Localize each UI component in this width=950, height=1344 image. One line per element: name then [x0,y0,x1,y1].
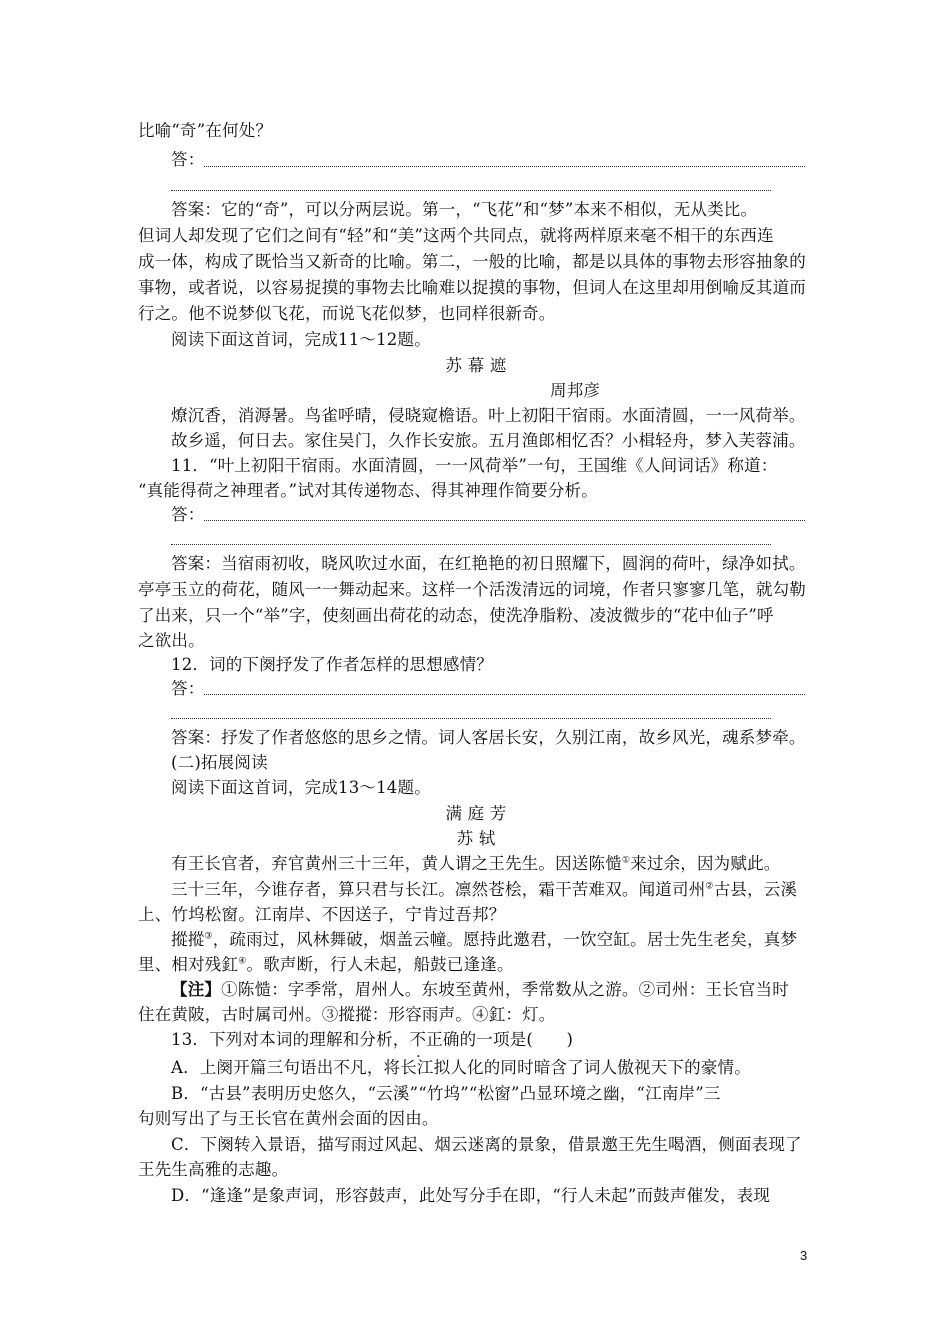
q11-answer-line: 答案：当宿雨初收，晓风吹过水面，在红艳艳的初日照耀下，圆润的荷叶，绿净如拭。 [171,554,806,573]
question-text: 13．下列对本词的理解和分析， [171,1030,410,1049]
question-11: 11．“叶上初阳干宿雨。水面清圆，一一风荷举”一句，王国维《人间词话》称道： [171,456,778,475]
reading-intro: 阅读下面这首词，完成11～12题。 [171,330,431,349]
answer-label: 答： [171,505,205,524]
poem-text: 古县，云溪 [713,880,798,899]
q10-answer-line: 事物，或者说，以容易捉摸的事物去比喻难以捉摸的事物，但词人在这里却用倒喻反其道而 [138,278,806,297]
poem-line [138,952,814,978]
q10-answer-line: 成一体，构成了既恰当又新奇的比喻。第二，一般的比喻，都是以具体的事物去形容抽象的 [138,252,806,271]
preface-text: 来过余，因为赋此。 [630,854,781,873]
q11-answer-line: 之欲出。 [138,631,205,650]
answer-label: 答： [171,679,205,698]
poem-line [171,877,814,903]
question-13 [171,1027,814,1053]
q11-answer-line: 了出来，只一个“举”字，使刻画出荷花的动态，使洗净脂粉、凌波微步的“花中仙子”呼 [138,606,774,625]
option-b-cont: 句则写出了与王长官在黄州会面的因由。 [138,1109,439,1128]
poem-text: ，疏雨过，风林舞破，烟盖云幢。愿持此邀君，一饮空缸。居士先生老矣，真梦 [212,930,798,949]
answer-line-q11 [171,502,814,528]
footnote-mark: ① [621,855,631,866]
poem-line: 上、竹坞松窗。江南岸、不因送子，宁肯过吾邦？ [138,905,506,924]
note-cont: 住在黄陂，古时属司州。③摐摐：形容雨声。④釭：灯。 [138,1005,556,1024]
poem-text: 。歌声断，行人未起，船鼓已逢逢。 [246,955,514,974]
preface-text: 有王长官者，弃官黄州三十三年，黄人谓之王先生。因送陈慥 [171,854,622,873]
answer-blank-line [171,718,771,719]
q10-answer-line: 但词人却发现了它们之间有“轻”和“美”这两个共同点，就将两样原来毫不相干的东西连 [138,226,774,245]
note-text: ①陈慥：字季常，眉州人。东坡至黄州，季常数从之游。②司州：王长官当时 [221,980,789,999]
section-heading: (二)拓展阅读 [171,753,268,772]
answer-blank-line [204,520,805,521]
option-b: B．“古县”表明历史悠久，“云溪”“竹坞”“松窗”凸显环境之幽，“江南岸”三 [171,1084,721,1103]
q10-answer-line: 行之。他不说梦似飞花，而说飞花似梦，也同样很新奇。 [138,304,556,323]
poem-line: 燎沉香，消溽暑。鸟雀呼晴，侵晓窥檐语。叶上初阳干宿雨。水面清圆，一一风荷举。 [171,406,806,425]
note-label: 【注】 [171,980,222,999]
answer-blank-line [171,544,771,545]
q11-answer-line: 亭亭玉立的荷花，随风一一舞动起来。这样一个活泼清远的词境，作者只寥寥几笔，就勾勒 [138,580,806,599]
poem-preface [171,851,814,877]
answer-blank-line [204,166,805,167]
q10-tail: 比喻“奇”在何处？ [138,121,273,140]
footnote-mark: ③ [204,931,213,942]
option-a: A．上阕开篇三句语出不凡，将长江拟人化的同时暗含了词人傲视天下的豪情。 [171,1058,751,1077]
question-text: 正确的一项是( ) [426,1030,574,1049]
poem-author: 周邦彦 [550,381,601,400]
option-c: C．下阕转入景语，描写雨过风起、烟云迷离的景象，借景邀王先生喝酒，侧面表现了 [171,1135,802,1154]
poem-text: 三十三年，今谁存者，算只君与长江。凛然苍桧，霜干苦难双。闻道司州 [171,880,706,899]
option-d: D．“逢逢”是象声词，形容鼓声，此处写分手在即，“行人未起”而鼓声催发，表现 [171,1186,771,1205]
poem-line: 故乡遥，何日去。家住吴门，久作长安旅。五月渔郎相忆否？小楫轻舟，梦入芙蓉浦。 [171,431,806,450]
footnote-mark: ④ [238,956,247,967]
poem-title: 满 庭 芳 [445,804,507,823]
poem-line [171,927,814,953]
q12-answer: 答案：抒发了作者悠悠的思乡之情。词人客居长安，久别江南，故乡风光，魂系梦牵。 [171,728,806,747]
q10-answer-line: 答案：它的“奇”，可以分两层说。第一，“飞花”和“梦”本来不相似，无从类比。 [171,200,758,219]
poem-text: 里、相对残釭 [138,955,239,974]
answer-blank-line [204,694,805,695]
emphasis-dot-char: 不 [409,1030,427,1049]
poem-title: 苏 幕 遮 [445,356,507,375]
answer-label: 答： [171,150,205,169]
page-number: 3 [800,1248,808,1263]
answer-line-q10 [171,147,814,173]
poem-author: 苏 轼 [456,829,496,848]
question-12: 12．词的下阕抒发了作者怎样的思想感情？ [171,655,493,674]
question-11-cont: “真能得荷之神理者。”试对其传递物态、得其神理作简要分析。 [138,481,598,500]
option-c-cont: 王先生高雅的志趣。 [138,1160,289,1179]
reading-intro: 阅读下面这首词，完成13～14题。 [171,778,431,797]
footnote-mark: ② [705,881,714,892]
note [171,977,814,1003]
answer-blank-line [171,190,771,191]
answer-line-q12 [171,676,814,702]
poem-text: 摐摐 [171,930,205,949]
